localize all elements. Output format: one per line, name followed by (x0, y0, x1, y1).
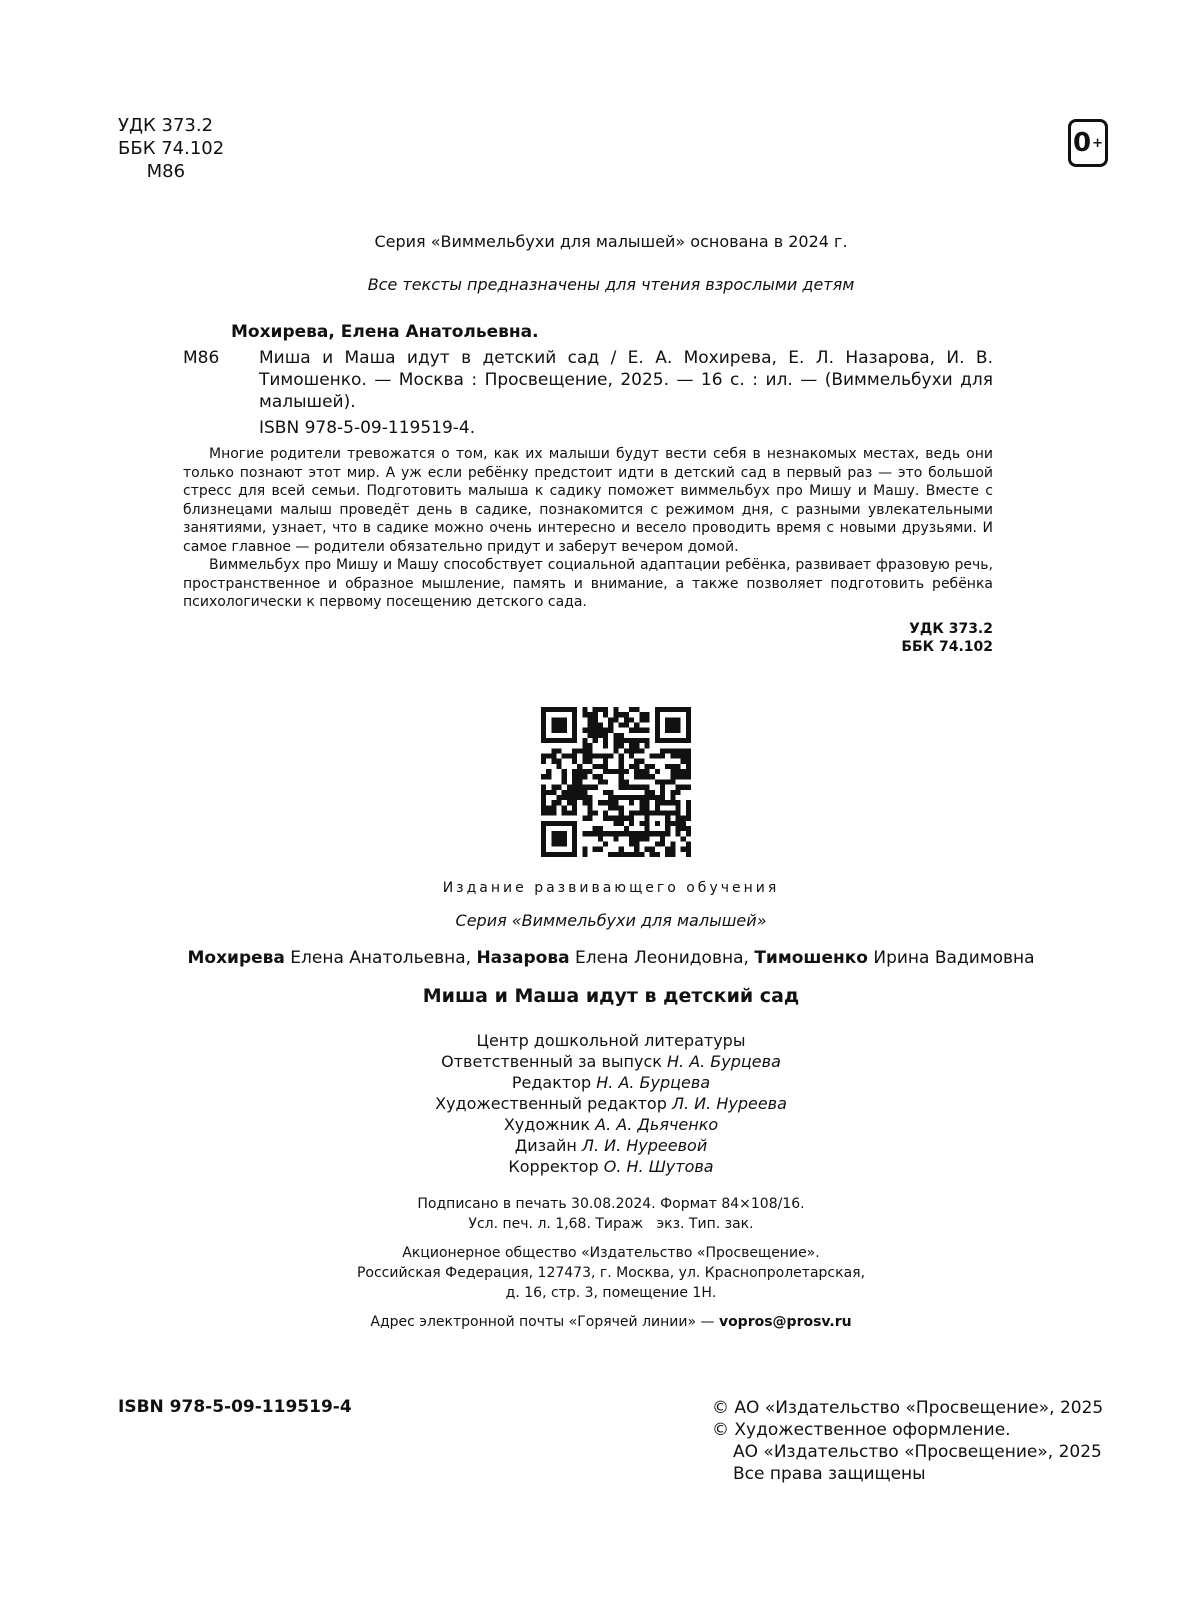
credit-label: Дизайн (514, 1136, 582, 1155)
author-mark: М86 (118, 161, 186, 182)
udk-code: УДК 373.2 (118, 115, 214, 136)
print-info-line: Подписано в печать 30.08.2024. Формат 84×108/16. (417, 1196, 805, 1212)
qr-code-icon (541, 707, 691, 857)
bbk-code: ББК 74.102 (118, 138, 225, 159)
udk-block-right (183, 620, 993, 657)
credit-line (0, 1156, 1200, 1177)
age-rating-value: 0 (1073, 128, 1092, 158)
bbk-code: ББК 74.102 (901, 639, 993, 655)
publisher-line: д. 16, стр. 3, помещение 1Н. (505, 1285, 717, 1301)
copyright-block (712, 1397, 1103, 1485)
credit-person: А. А. Дьяченко (595, 1115, 719, 1134)
udk-code: УДК 373.2 (909, 620, 993, 637)
publisher-line: Акционерное общество «Издательство «Просвещение». (402, 1245, 820, 1261)
author-name: Елена Анатольевна, (284, 948, 477, 968)
publisher-line: Российская Федерация, 127473, г. Москва, ул. Краснопролетарская, (356, 1265, 866, 1281)
book-title: Миша и Маша идут в детский сад (422, 985, 800, 1007)
biblio-record-text: Миша и Маша идут в детский сад / Е. А. Мохирева, Е. Л. Назарова, И. В. Тимошенко. — Москва : Просвещение, 2025. — 16 с. : ил. — (Виммельбухи для малышей). (259, 348, 993, 412)
credit-person: Н. А. Бурцева (666, 1052, 781, 1071)
series-founded-line: Серия «Виммельбухи для малышей» основана в 2024 г. (374, 232, 848, 251)
annotation (183, 445, 993, 612)
credit-label: Редактор (511, 1073, 597, 1092)
hotline-email-line (0, 1314, 1200, 1330)
email-label: Адрес электронной почты «Горячей линии» — (370, 1314, 719, 1330)
credit-person: Н. А. Бурцева (596, 1073, 711, 1092)
udk-block-top (118, 114, 224, 183)
email-address: vopros@prosv.ru (718, 1314, 852, 1330)
isbn-bottom: ISBN 978-5-09-119519-4 (118, 1397, 352, 1417)
publisher-address (0, 1243, 1200, 1303)
credit-label: Ответственный за выпуск (441, 1052, 667, 1071)
credit-person: О. Н. Шутова (603, 1157, 714, 1176)
print-info-line: Усл. печ. л. 1,68. Тираж экз. Тип. зак. (468, 1216, 754, 1232)
age-rating-badge (1068, 119, 1108, 167)
credit-line (0, 1135, 1200, 1156)
print-info (0, 1194, 1200, 1234)
copyright-line: Все права защищены (733, 1464, 926, 1484)
author-name: Ирина Вадимовна (867, 948, 1035, 968)
credit-line (0, 1051, 1200, 1072)
biblio-author-heading: Мохирева, Елена Анатольевна. (231, 322, 539, 342)
credit-label: Художественный редактор (435, 1094, 672, 1113)
copyright-line: © Художественное оформление. (712, 1420, 1011, 1440)
author-surname: Тимошенко (754, 948, 868, 968)
biblio-isbn: ISBN 978-5-09-119519-4. (259, 418, 476, 438)
credit-line (0, 1114, 1200, 1135)
credit-label: Корректор (508, 1157, 604, 1176)
biblio-record-row (183, 347, 993, 413)
bibliographic-record (183, 321, 993, 657)
credit-line (0, 1072, 1200, 1093)
credit-person: Л. И. Нуреевой (581, 1136, 708, 1155)
author-surname: Мохирева (187, 948, 285, 968)
biblio-author-mark: М86 (183, 348, 220, 368)
author-surname: Назарова (476, 948, 570, 968)
credit-person: Л. И. Нуреева (671, 1094, 787, 1113)
authors-line (0, 948, 1200, 968)
annotation-paragraph: Виммельбух про Мишу и Машу способствует социальной адаптации ребёнка, развивает фразовую речь, пространственное и образное мышление, память и внимание, а также позволяет подготовить ребёнка психологически к первому посещению детского сада. (183, 557, 993, 610)
credits-block (0, 1030, 1200, 1177)
copyright-line: АО «Издательство «Просвещение», 2025 (733, 1442, 1102, 1462)
series-name: Серия «Виммельбухи для малышей» (455, 911, 767, 930)
author-name: Елена Леонидовна, (569, 948, 755, 968)
annotation-paragraph: Многие родители тревожатся о том, как их малыши будут вести себя в незнакомых местах, ведь они только познают этот мир. А уж если ребёнку предстоит идти в детский сад в первый раз — это большой стресс для всей семьи. Подготовить малыша к садику поможет виммельбух про Мишу и Машу. Вместе с близнецами малыш проведёт день в садике, познакомится с режимом дня, с разными увлекательными занятиями, узнает, что в садике можно очень интересно и весело проводить время с новыми друзьями. И самое главное — родители обязательно придут и заберут вечером домой. (183, 446, 993, 555)
credit-line: Центр дошкольной литературы (476, 1031, 746, 1050)
copyright-line: © АО «Издательство «Просвещение», 2025 (712, 1398, 1104, 1418)
credit-label: Художник (503, 1115, 596, 1134)
reading-note: Все тексты предназначены для чтения взрослыми детям (367, 275, 855, 294)
credit-line (0, 1093, 1200, 1114)
age-rating-plus: + (1092, 135, 1103, 151)
edition-type: Издание развивающего обучения (442, 880, 780, 896)
